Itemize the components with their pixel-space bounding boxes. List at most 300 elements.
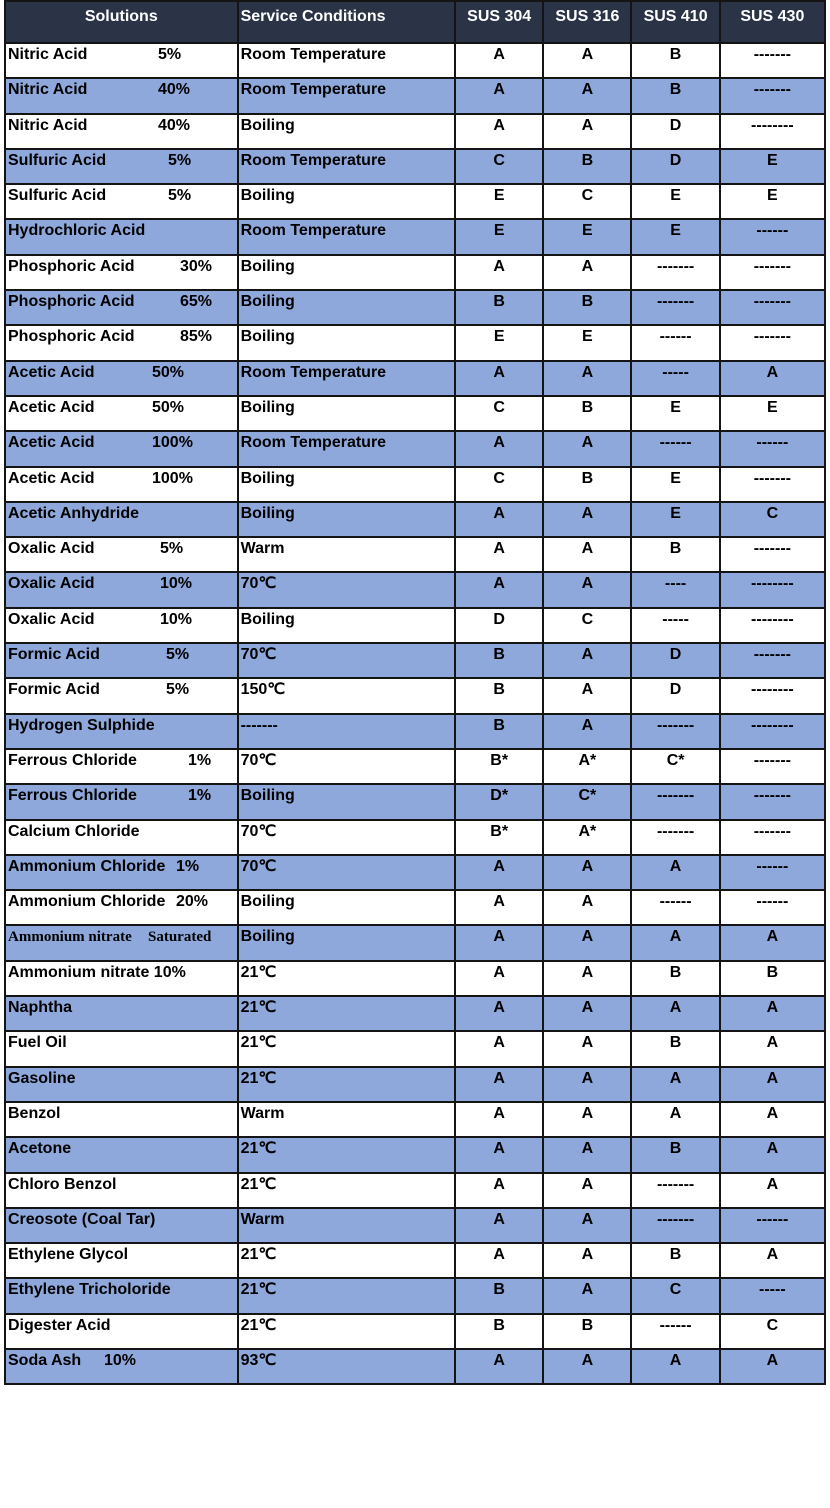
solution-name: Digester Acid: [8, 1316, 111, 1334]
solution-cell: [5, 678, 238, 713]
solution-cell: [5, 1208, 238, 1243]
rating-sus-304: D: [455, 608, 543, 643]
solution-name: Fuel Oil: [8, 1034, 67, 1052]
rating-sus-304: C: [455, 396, 543, 431]
solution-cell: [5, 502, 238, 537]
rating-sus-410: B: [631, 78, 719, 113]
solution-cell: [5, 890, 238, 925]
rating-sus-430: -------: [720, 255, 825, 290]
table-row: [5, 149, 825, 184]
rating-sus-430: A: [720, 1031, 825, 1066]
table-row: [5, 643, 825, 678]
rating-sus-316: A: [543, 431, 631, 466]
solution-concentration: 1%: [176, 857, 200, 875]
solution-cell: [5, 1278, 238, 1313]
solution-name: Phosphoric Acid: [8, 257, 135, 275]
service-condition-cell: 21℃: [238, 1067, 456, 1102]
rating-sus-316: B: [543, 396, 631, 431]
solution-name: Hydrogen Sulphide: [8, 716, 155, 734]
corrosion-resistance-table: [4, 0, 826, 1385]
rating-sus-304: A: [455, 431, 543, 466]
table-row: [5, 608, 825, 643]
solution-cell: [5, 820, 238, 855]
solution-concentration: 5%: [168, 187, 192, 205]
rating-sus-304: A: [455, 361, 543, 396]
solution-concentration: 50%: [152, 363, 185, 381]
rating-sus-304: E: [455, 184, 543, 219]
rating-sus-430: -------: [720, 537, 825, 572]
service-condition-cell: Room Temperature: [238, 219, 456, 254]
solution-cell: [5, 1031, 238, 1066]
rating-sus-410: A: [631, 996, 719, 1031]
rating-sus-304: E: [455, 219, 543, 254]
service-condition-cell: -------: [238, 714, 456, 749]
solution-name: Acetone: [8, 1140, 72, 1158]
rating-sus-316: A: [543, 255, 631, 290]
rating-sus-304: A: [455, 961, 543, 996]
rating-sus-430: A: [720, 1102, 825, 1137]
solution-name: Ethylene Glycol: [8, 1246, 129, 1264]
rating-sus-316: B: [543, 1314, 631, 1349]
service-condition-cell: 70℃: [238, 749, 456, 784]
solution-name: Ammonium nitrate: [8, 929, 132, 946]
rating-sus-430: -------: [720, 749, 825, 784]
service-condition-cell: Room Temperature: [238, 78, 456, 113]
table-row: [5, 1208, 825, 1243]
rating-sus-430: -------: [720, 290, 825, 325]
rating-sus-430: --------: [720, 608, 825, 643]
rating-sus-410: D: [631, 149, 719, 184]
table-row: [5, 361, 825, 396]
rating-sus-410: B: [631, 1031, 719, 1066]
solution-concentration: 5%: [158, 46, 182, 63]
header-sus-410: SUS 410: [631, 1, 719, 43]
rating-sus-316: A: [543, 855, 631, 890]
service-condition-cell: 21℃: [238, 1031, 456, 1066]
rating-sus-410: E: [631, 502, 719, 537]
rating-sus-316: A: [543, 890, 631, 925]
rating-sus-430: A: [720, 1173, 825, 1208]
solution-cell: [5, 1349, 238, 1384]
rating-sus-304: C: [455, 467, 543, 502]
rating-sus-304: A: [455, 855, 543, 890]
solution-cell: [5, 290, 238, 325]
rating-sus-410: B: [631, 537, 719, 572]
rating-sus-304: B*: [455, 749, 543, 784]
service-condition-cell: Boiling: [238, 784, 456, 819]
solution-cell: [5, 78, 238, 113]
solution-cell: [5, 219, 238, 254]
rating-sus-430: -------: [720, 467, 825, 502]
service-condition-cell: Warm: [238, 1208, 456, 1243]
table-row: [5, 78, 825, 113]
table-row: [5, 43, 825, 78]
rating-sus-430: -----: [720, 1278, 825, 1313]
rating-sus-430: C: [720, 502, 825, 537]
solution-cell: [5, 855, 238, 890]
rating-sus-316: A: [543, 1173, 631, 1208]
service-condition-cell: Boiling: [238, 890, 456, 925]
rating-sus-304: B: [455, 1314, 543, 1349]
service-condition-cell: 150℃: [238, 678, 456, 713]
table-row: [5, 255, 825, 290]
header-sus-304: SUS 304: [455, 1, 543, 43]
solution-cell: [5, 572, 238, 607]
solution-name: Phosphoric Acid: [8, 328, 135, 346]
rating-sus-410: B: [631, 43, 719, 78]
solution-name: Acetic Acid: [8, 398, 95, 416]
solution-cell: [5, 114, 238, 149]
rating-sus-304: A: [455, 1208, 543, 1243]
rating-sus-430: ------: [720, 855, 825, 890]
rating-sus-410: ----: [631, 572, 719, 607]
rating-sus-430: ------: [720, 890, 825, 925]
rating-sus-316: B: [543, 149, 631, 184]
rating-sus-316: A: [543, 1067, 631, 1102]
table-body: [5, 43, 825, 1384]
solution-cell: [5, 1314, 238, 1349]
service-condition-cell: Boiling: [238, 396, 456, 431]
solution-name: Acetic Anhydride: [8, 504, 139, 522]
rating-sus-430: A: [720, 925, 825, 960]
solution-cell: [5, 537, 238, 572]
solution-cell: [5, 996, 238, 1031]
solution-cell: [5, 925, 238, 960]
rating-sus-430: --------: [720, 714, 825, 749]
solution-concentration: 100%: [152, 434, 193, 452]
header-row: [5, 1, 825, 43]
solution-concentration: 65%: [180, 293, 213, 311]
solution-name: Formic Acid: [8, 681, 100, 699]
solution-concentration: 100%: [152, 469, 193, 487]
solution-name: Benzol: [8, 1104, 61, 1122]
service-condition-cell: 70℃: [238, 643, 456, 678]
table-row: [5, 1031, 825, 1066]
rating-sus-316: C: [543, 608, 631, 643]
solution-concentration: Saturated: [148, 929, 212, 946]
table-row: [5, 1278, 825, 1313]
rating-sus-316: A: [543, 361, 631, 396]
solution-cell: [5, 184, 238, 219]
rating-sus-304: A: [455, 114, 543, 149]
rating-sus-316: A: [543, 925, 631, 960]
service-condition-cell: Boiling: [238, 325, 456, 360]
table-row: [5, 431, 825, 466]
rating-sus-304: B: [455, 643, 543, 678]
rating-sus-410: ------: [631, 1314, 719, 1349]
solution-cell: [5, 396, 238, 431]
table-row: [5, 996, 825, 1031]
rating-sus-316: B: [543, 290, 631, 325]
rating-sus-316: A: [543, 996, 631, 1031]
service-condition-cell: Room Temperature: [238, 361, 456, 396]
solution-concentration: 5%: [160, 540, 184, 558]
rating-sus-304: A: [455, 890, 543, 925]
solution-cell: [5, 714, 238, 749]
solution-name: Chloro Benzol: [8, 1175, 117, 1193]
rating-sus-304: A: [455, 1137, 543, 1172]
solution-name: Oxalic Acid: [8, 540, 95, 558]
rating-sus-410: B: [631, 1137, 719, 1172]
rating-sus-410: A: [631, 1102, 719, 1137]
solution-name: Phosphoric Acid: [8, 293, 135, 311]
solution-concentration: 30%: [180, 257, 213, 275]
rating-sus-410: -------: [631, 714, 719, 749]
rating-sus-304: A: [455, 925, 543, 960]
rating-sus-316: A: [543, 1208, 631, 1243]
solution-concentration: 5%: [168, 151, 192, 169]
rating-sus-316: A: [543, 961, 631, 996]
solution-concentration: 5%: [166, 681, 190, 699]
rating-sus-316: A: [543, 1349, 631, 1384]
solution-cell: [5, 1067, 238, 1102]
rating-sus-430: -------: [720, 325, 825, 360]
rating-sus-304: A: [455, 996, 543, 1031]
solution-cell: [5, 467, 238, 502]
rating-sus-410: -------: [631, 820, 719, 855]
service-condition-cell: Boiling: [238, 608, 456, 643]
rating-sus-430: ------: [720, 219, 825, 254]
solution-cell: [5, 1173, 238, 1208]
table-row: [5, 572, 825, 607]
table-row: [5, 467, 825, 502]
rating-sus-304: B: [455, 714, 543, 749]
service-condition-cell: Room Temperature: [238, 149, 456, 184]
rating-sus-304: A: [455, 1349, 543, 1384]
rating-sus-410: B: [631, 961, 719, 996]
solution-name: Nitric Acid: [8, 81, 88, 99]
table-row: [5, 290, 825, 325]
solution-name: Acetic Acid: [8, 469, 95, 487]
solution-name: Nitric Acid: [8, 116, 88, 134]
rating-sus-304: A: [455, 255, 543, 290]
rating-sus-304: B: [455, 1278, 543, 1313]
service-condition-cell: Boiling: [238, 467, 456, 502]
rating-sus-430: --------: [720, 114, 825, 149]
solution-cell: [5, 149, 238, 184]
solution-name: Creosote (Coal Tar): [8, 1210, 156, 1228]
solution-cell: [5, 749, 238, 784]
service-condition-cell: 21℃: [238, 1173, 456, 1208]
rating-sus-410: -------: [631, 255, 719, 290]
rating-sus-430: C: [720, 1314, 825, 1349]
rating-sus-304: A: [455, 502, 543, 537]
service-condition-cell: 21℃: [238, 1278, 456, 1313]
solution-cell: [5, 1243, 238, 1278]
rating-sus-410: ------: [631, 890, 719, 925]
service-condition-cell: Warm: [238, 1102, 456, 1137]
rating-sus-316: A: [543, 502, 631, 537]
solution-name: Calcium Chloride: [8, 822, 140, 840]
solution-concentration: 10%: [160, 575, 193, 593]
solution-concentration: 40%: [158, 81, 191, 99]
solution-name: Ethylene Tricholoride: [8, 1281, 171, 1299]
solution-name: Oxalic Acid: [8, 575, 95, 593]
rating-sus-410: A: [631, 1349, 719, 1384]
rating-sus-430: A: [720, 1137, 825, 1172]
solution-name: Hydrochloric Acid: [8, 222, 146, 240]
table-row: [5, 784, 825, 819]
solution-name: Ferrous Chloride: [8, 787, 137, 805]
solution-name: Ferrous Chloride: [8, 751, 137, 769]
service-condition-cell: Boiling: [238, 114, 456, 149]
rating-sus-316: A*: [543, 749, 631, 784]
rating-sus-304: A: [455, 1173, 543, 1208]
solution-concentration: 10%: [160, 610, 193, 628]
rating-sus-316: C: [543, 184, 631, 219]
rating-sus-316: A: [543, 643, 631, 678]
service-condition-cell: Room Temperature: [238, 431, 456, 466]
solution-name: Sulfuric Acid: [8, 187, 107, 205]
solution-name: Sulfuric Acid: [8, 151, 107, 169]
service-condition-cell: Warm: [238, 537, 456, 572]
solution-name: Naphtha: [8, 999, 72, 1017]
solution-cell: [5, 784, 238, 819]
rating-sus-304: A: [455, 1243, 543, 1278]
solution-concentration: 85%: [180, 328, 213, 346]
rating-sus-430: A: [720, 996, 825, 1031]
rating-sus-410: B: [631, 1243, 719, 1278]
rating-sus-304: D*: [455, 784, 543, 819]
table-row: [5, 1137, 825, 1172]
rating-sus-410: A: [631, 925, 719, 960]
service-condition-cell: 70℃: [238, 572, 456, 607]
rating-sus-304: B*: [455, 820, 543, 855]
table-row: [5, 890, 825, 925]
rating-sus-410: ------: [631, 325, 719, 360]
rating-sus-316: A: [543, 114, 631, 149]
solution-cell: [5, 431, 238, 466]
rating-sus-304: B: [455, 678, 543, 713]
solution-concentration: 50%: [152, 398, 185, 416]
rating-sus-430: A: [720, 1243, 825, 1278]
table-row: [5, 325, 825, 360]
rating-sus-410: D: [631, 643, 719, 678]
solution-cell: [5, 255, 238, 290]
rating-sus-430: -------: [720, 643, 825, 678]
solution-cell: [5, 1137, 238, 1172]
rating-sus-430: B: [720, 961, 825, 996]
rating-sus-316: A: [543, 1031, 631, 1066]
rating-sus-430: -------: [720, 43, 825, 78]
rating-sus-304: A: [455, 43, 543, 78]
rating-sus-410: -------: [631, 290, 719, 325]
service-condition-cell: 21℃: [238, 1314, 456, 1349]
solution-name: Ammonium Chloride: [8, 893, 166, 911]
table-row: [5, 537, 825, 572]
service-condition-cell: 70℃: [238, 855, 456, 890]
solution-name: Ammonium Chloride: [8, 857, 166, 875]
service-condition-cell: Boiling: [238, 290, 456, 325]
table-row: [5, 1243, 825, 1278]
table-row: [5, 219, 825, 254]
rating-sus-410: E: [631, 396, 719, 431]
rating-sus-430: E: [720, 149, 825, 184]
table-row: [5, 1349, 825, 1384]
service-condition-cell: 21℃: [238, 1243, 456, 1278]
rating-sus-304: A: [455, 572, 543, 607]
rating-sus-430: --------: [720, 572, 825, 607]
solution-concentration: 5%: [166, 646, 190, 664]
rating-sus-430: --------: [720, 678, 825, 713]
table-row: [5, 855, 825, 890]
rating-sus-316: A: [543, 572, 631, 607]
solution-name: Nitric Acid: [8, 46, 88, 63]
rating-sus-304: A: [455, 537, 543, 572]
rating-sus-316: A: [543, 1137, 631, 1172]
service-condition-cell: Room Temperature: [238, 43, 456, 78]
rating-sus-316: E: [543, 219, 631, 254]
table-row: [5, 502, 825, 537]
solution-cell: [5, 361, 238, 396]
table-row: [5, 1314, 825, 1349]
rating-sus-430: E: [720, 396, 825, 431]
rating-sus-316: A*: [543, 820, 631, 855]
service-condition-cell: Boiling: [238, 502, 456, 537]
table-row: [5, 1102, 825, 1137]
rating-sus-316: A: [543, 78, 631, 113]
rating-sus-410: -------: [631, 1173, 719, 1208]
rating-sus-316: A: [543, 43, 631, 78]
rating-sus-410: ------: [631, 431, 719, 466]
table-row: [5, 1067, 825, 1102]
table-row: [5, 749, 825, 784]
rating-sus-410: E: [631, 219, 719, 254]
rating-sus-410: D: [631, 678, 719, 713]
rating-sus-316: B: [543, 467, 631, 502]
solution-name: Oxalic Acid: [8, 610, 95, 628]
rating-sus-316: A: [543, 1102, 631, 1137]
solution-concentration: 10%: [104, 1351, 137, 1369]
table-row: [5, 184, 825, 219]
solution-concentration: 1%: [188, 787, 212, 805]
rating-sus-410: A: [631, 855, 719, 890]
solution-concentration: 40%: [158, 116, 191, 134]
solution-cell: [5, 43, 238, 78]
rating-sus-316: E: [543, 325, 631, 360]
service-condition-cell: 21℃: [238, 1137, 456, 1172]
service-condition-cell: Boiling: [238, 184, 456, 219]
rating-sus-316: C*: [543, 784, 631, 819]
rating-sus-430: -------: [720, 78, 825, 113]
header-service-conditions: Service Conditions: [238, 1, 456, 43]
service-condition-cell: 21℃: [238, 996, 456, 1031]
table-row: [5, 820, 825, 855]
header-sus-316: SUS 316: [543, 1, 631, 43]
rating-sus-410: -------: [631, 784, 719, 819]
rating-sus-410: -----: [631, 608, 719, 643]
rating-sus-316: A: [543, 1243, 631, 1278]
rating-sus-410: -----: [631, 361, 719, 396]
rating-sus-304: A: [455, 1102, 543, 1137]
solution-name: Gasoline: [8, 1069, 76, 1087]
rating-sus-410: E: [631, 184, 719, 219]
solution-cell: [5, 961, 238, 996]
rating-sus-430: A: [720, 1067, 825, 1102]
rating-sus-410: C*: [631, 749, 719, 784]
solution-concentration: 1%: [188, 751, 212, 769]
solution-name: Ammonium nitrate 10%: [8, 963, 186, 981]
rating-sus-304: C: [455, 149, 543, 184]
rating-sus-304: E: [455, 325, 543, 360]
rating-sus-316: A: [543, 714, 631, 749]
solution-cell: [5, 1102, 238, 1137]
rating-sus-316: A: [543, 678, 631, 713]
rating-sus-304: B: [455, 290, 543, 325]
rating-sus-430: ------: [720, 431, 825, 466]
rating-sus-410: A: [631, 1067, 719, 1102]
header-sus-430: SUS 430: [720, 1, 825, 43]
